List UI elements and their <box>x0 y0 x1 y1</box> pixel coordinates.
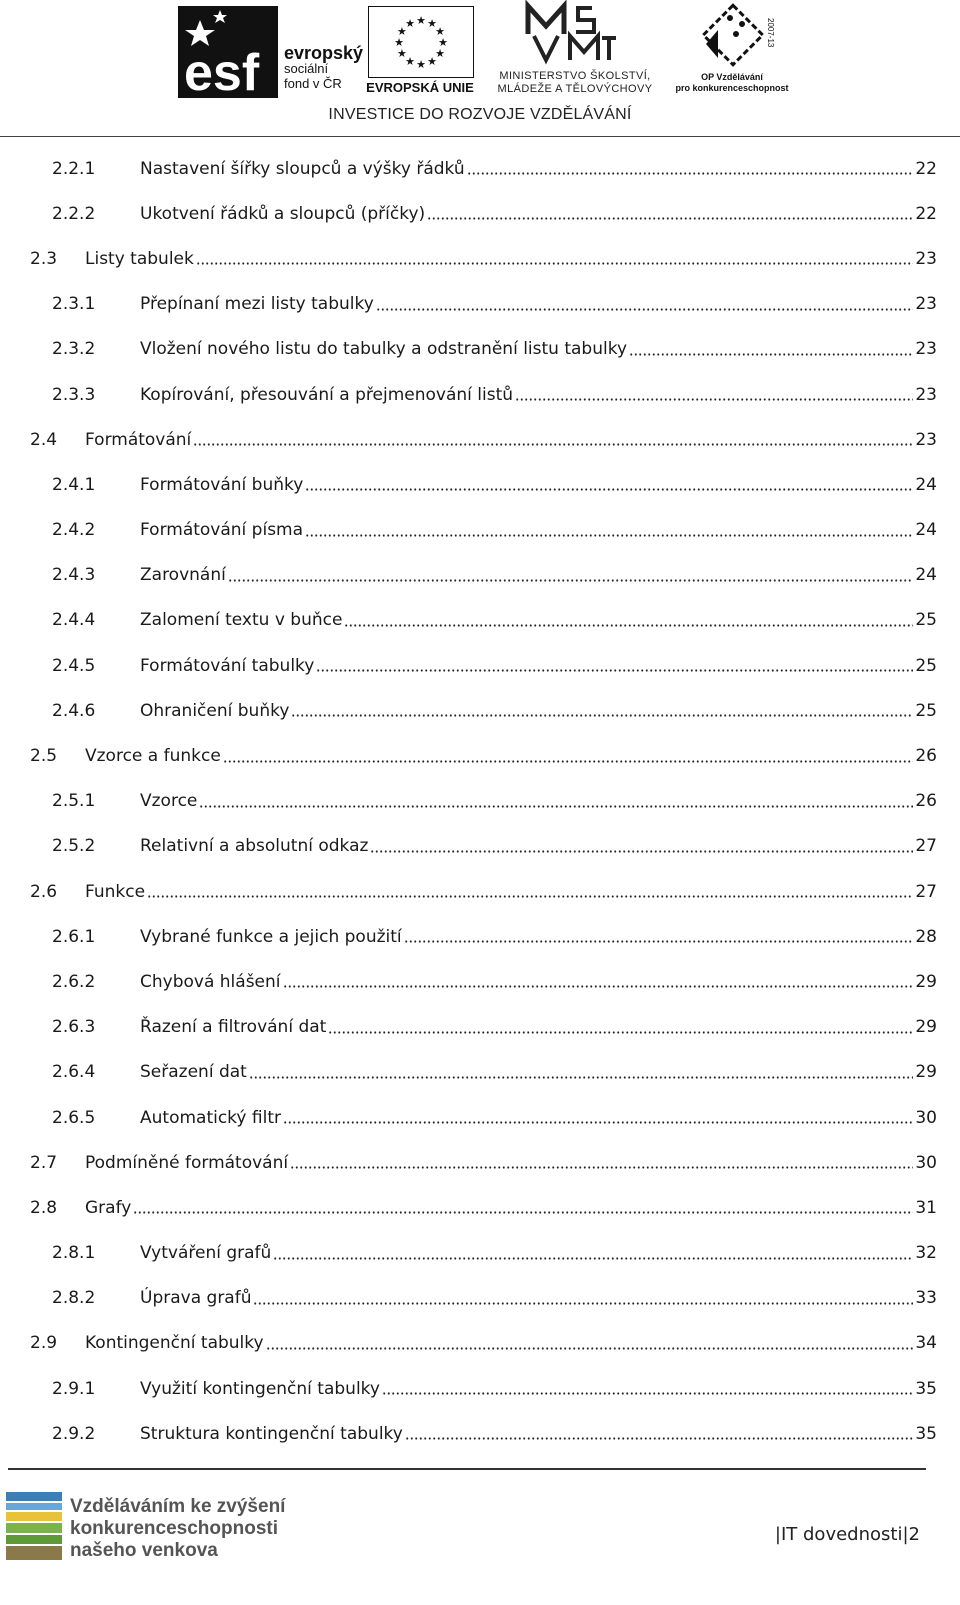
eu-label: EVROPSKÁ UNIE <box>366 80 474 95</box>
toc-dot-leader <box>193 443 913 446</box>
toc-entry[interactable] <box>0 1005 960 1050</box>
esf-logo-mark <box>178 6 278 102</box>
esf-logo-text <box>284 43 364 91</box>
toc-entry[interactable] <box>0 282 960 327</box>
toc-dot-leader <box>405 1437 913 1440</box>
slogan-line-2: konkurenceschopnosti <box>70 1518 278 1539</box>
toc-entry-page: 33 <box>915 1288 937 1309</box>
msmt-monogram-icon <box>524 4 618 62</box>
msmt-text <box>480 70 670 96</box>
eu-star-icon: ★ <box>435 47 445 60</box>
toc-entry-number: 2.6.5 <box>52 1107 96 1128</box>
toc-entry-page: 22 <box>915 203 937 224</box>
toc-entry-number: 2.6.2 <box>52 971 96 992</box>
op-logo <box>672 4 792 96</box>
toc-entry-page: 24 <box>915 520 937 541</box>
toc-entry[interactable] <box>0 733 960 778</box>
toc-entry-title: Formátování tabulky <box>140 655 315 676</box>
eu-star-icon: ★ <box>438 36 448 49</box>
toc-entry-number: 2.5 <box>30 746 58 767</box>
investice-banner-text: INVESTICE DO ROZVOJE VZDĚLÁVÁNÍ <box>328 106 632 123</box>
op-text-line-2: pro konkurenceschopnost <box>675 83 789 93</box>
toc-entry[interactable] <box>0 1321 960 1366</box>
toc-entry-title: Formátování <box>85 429 192 450</box>
toc-entry[interactable] <box>0 1366 960 1411</box>
toc-entry[interactable] <box>0 779 960 824</box>
toc-entry-number: 2.4.2 <box>52 520 96 541</box>
toc-dot-leader <box>290 1166 913 1169</box>
eu-star-icon: ★ <box>427 16 437 30</box>
toc-entry-title: Podmíněné formátování <box>85 1152 289 1173</box>
toc-entry[interactable] <box>0 914 960 959</box>
toc-entry-title: Seřazení dat <box>140 1062 247 1083</box>
toc-entry-title: Grafy <box>85 1197 132 1218</box>
esf-logo <box>178 6 364 102</box>
toc-entry-number: 2.3.1 <box>52 294 96 315</box>
toc-entry-number: 2.2.1 <box>52 158 96 179</box>
toc-entry-page: 26 <box>915 791 937 812</box>
toc-entry-number: 2.3.2 <box>52 339 96 360</box>
toc-entry-page: 30 <box>915 1107 937 1128</box>
toc-entry[interactable] <box>0 417 960 462</box>
toc-dot-leader <box>316 669 913 672</box>
toc-entry[interactable] <box>0 869 960 914</box>
toc-entry-title: Nastavení šířky sloupců a výšky řádků <box>140 158 465 179</box>
op-vzdelavani-icon <box>690 4 774 68</box>
toc-dot-leader <box>328 1031 913 1034</box>
toc-entry-title: Ohraničení buňky <box>140 700 290 721</box>
toc-entry-number: 2.8.1 <box>52 1243 96 1264</box>
toc-entry-title: Vzorce <box>140 791 198 812</box>
toc-entry-page: 27 <box>915 881 937 902</box>
esf-text-line-1: evropský <box>284 43 364 63</box>
toc-entry-page: 23 <box>915 248 937 269</box>
toc-entry-page: 22 <box>915 158 937 179</box>
eu-star-icon: ★ <box>416 58 426 71</box>
toc-entry-page: 29 <box>915 1062 937 1083</box>
footer-slogan <box>70 1496 285 1562</box>
toc-entry-number: 2.4.4 <box>52 610 96 631</box>
toc-dot-leader <box>196 262 913 265</box>
msmt-text-line-1: MINISTERSTVO ŠKOLSTVÍ, <box>499 70 651 82</box>
footer-page-info <box>775 1524 920 1545</box>
toc-entry[interactable] <box>0 1411 960 1456</box>
toc-entry-title: Formátování buňky <box>140 474 304 495</box>
toc-entry-number: 2.2.2 <box>52 203 96 224</box>
toc-entry-page: 25 <box>915 610 937 631</box>
toc-entry-number: 2.5.1 <box>52 791 96 812</box>
toc-entry[interactable] <box>0 598 960 643</box>
toc-entry-title: Funkce <box>85 881 146 902</box>
msmt-logo <box>480 4 670 96</box>
slogan-line-3: našeho venkova <box>70 1540 218 1561</box>
toc-entry-title: Vzorce a funkce <box>85 746 221 767</box>
eu-star-icon: ★ <box>397 25 407 38</box>
toc-entry-number: 2.6.1 <box>52 926 96 947</box>
toc-entry[interactable] <box>0 236 960 281</box>
toc-entry[interactable] <box>0 643 960 688</box>
toc-dot-leader <box>404 940 913 943</box>
toc-entry-number: 2.3 <box>30 248 58 269</box>
toc-entry[interactable] <box>0 191 960 236</box>
toc-entry-number: 2.7 <box>30 1152 58 1173</box>
toc-entry-title: Kopírování, přesouvání a přejmenování listů <box>140 384 514 405</box>
toc-dot-leader <box>133 1211 913 1214</box>
msmt-text-line-2: MLÁDEŽE A TĚLOVÝCHOVY <box>497 83 653 95</box>
toc-entry-title: Řazení a filtrování dat <box>140 1017 327 1038</box>
eu-star-icon: ★ <box>405 55 415 69</box>
toc-entry-title: Formátování písma <box>140 520 304 541</box>
toc-entry[interactable] <box>0 327 960 372</box>
separator-left: | <box>774 1524 781 1545</box>
toc-entry-title: Ukotvení řádků a sloupců (příčky) <box>140 203 426 224</box>
toc-entry[interactable] <box>0 824 960 869</box>
toc-entry-page: 31 <box>915 1197 937 1218</box>
toc-dot-leader <box>249 1076 913 1079</box>
footer-divider <box>8 1468 926 1470</box>
eu-logo <box>366 6 474 98</box>
toc-entry-page: 23 <box>915 384 937 405</box>
toc-entry-page: 34 <box>915 1333 937 1354</box>
toc-entry-page: 25 <box>915 700 937 721</box>
toc-entry-number: 2.4.3 <box>52 565 96 586</box>
toc-entry-number: 2.5.2 <box>52 836 96 857</box>
toc-entry-page: 26 <box>915 746 937 767</box>
toc-entry-page: 24 <box>915 565 937 586</box>
slogan-line-1: Vzděláváním ke zvýšení <box>70 1496 286 1517</box>
toc-entry-page: 23 <box>915 294 937 315</box>
page-number: 2 <box>908 1524 920 1545</box>
toc-dot-leader <box>283 1121 913 1124</box>
toc-dot-leader <box>273 1257 913 1260</box>
venkov-stripes-logo-icon <box>6 1490 62 1562</box>
op-text-line-1: OP Vzdělávání <box>701 72 763 82</box>
toc-dot-leader <box>291 714 913 717</box>
esf-text-line-2: sociální <box>284 61 329 76</box>
eu-star-icon: ★ <box>435 25 445 38</box>
toc-entry-number: 2.4 <box>30 429 58 450</box>
eu-star-icon: ★ <box>427 55 437 69</box>
toc-entry[interactable] <box>0 959 960 1004</box>
toc-entry-title: Struktura kontingenční tabulky <box>140 1423 403 1444</box>
toc-dot-leader <box>305 488 913 491</box>
toc-entry-page: 24 <box>915 474 937 495</box>
toc-dot-leader <box>467 172 913 175</box>
toc-entry-page: 35 <box>915 1378 937 1399</box>
toc-entry-number: 2.9.1 <box>52 1378 96 1399</box>
esf-text-line-3: fond v ČR <box>284 76 342 91</box>
toc-entry-page: 23 <box>915 429 937 450</box>
separator-right: | <box>902 1524 909 1545</box>
toc-entry[interactable] <box>0 1276 960 1321</box>
toc-entry-page: 25 <box>915 655 937 676</box>
toc-entry-page: 29 <box>915 971 937 992</box>
toc-entry[interactable] <box>0 508 960 553</box>
toc-entry-number: 2.6 <box>30 881 58 902</box>
toc-dot-leader <box>376 308 913 311</box>
op-text <box>672 72 792 94</box>
toc-entry-title: Relativní a absolutní odkaz <box>140 836 369 857</box>
toc-entry-page: 35 <box>915 1423 937 1444</box>
toc-entry-number: 2.9 <box>30 1333 58 1354</box>
header-divider <box>0 136 960 137</box>
toc-entry-page: 27 <box>915 836 937 857</box>
toc-entry[interactable] <box>0 688 960 733</box>
toc-entry-number: 2.8.2 <box>52 1288 96 1309</box>
eu-star-icon: ★ <box>394 36 404 49</box>
toc-dot-leader <box>427 217 913 220</box>
toc-entry-title: Úprava grafů <box>140 1288 252 1309</box>
eu-star-icon: ★ <box>405 16 415 30</box>
toc-entry-title: Přepínaní mezi listy tabulky <box>140 294 374 315</box>
toc-entry[interactable] <box>0 372 960 417</box>
toc-entry[interactable] <box>0 1050 960 1095</box>
toc-entry-page: 23 <box>915 339 937 360</box>
toc-entry-title: Kontingenční tabulky <box>85 1333 264 1354</box>
toc-entry[interactable] <box>0 1095 960 1140</box>
toc-entry-title: Vytváření grafů <box>140 1243 272 1264</box>
toc-dot-leader <box>344 624 913 627</box>
toc-dot-leader <box>266 1347 913 1350</box>
toc-entry[interactable] <box>0 1231 960 1276</box>
toc-dot-leader <box>223 760 913 763</box>
toc-entry-page: 29 <box>915 1017 937 1038</box>
toc-entry[interactable] <box>0 462 960 507</box>
toc-entry[interactable] <box>0 1140 960 1185</box>
toc-dot-leader <box>228 579 913 582</box>
toc-dot-leader <box>253 1302 913 1305</box>
toc-dot-leader <box>283 985 913 988</box>
toc-entry-title: Automatický filtr <box>140 1107 281 1128</box>
toc-dot-leader <box>147 895 913 898</box>
op-year-label: 2007-13 <box>766 18 775 48</box>
toc-entry-title: Vybrané funkce a jejich použití <box>140 926 402 947</box>
toc-dot-leader <box>515 398 913 401</box>
toc-entry[interactable] <box>0 146 960 191</box>
toc-dot-leader <box>199 805 913 808</box>
toc-entry-title: Zarovnání <box>140 565 226 586</box>
toc-entry-title: Zalomení textu v buňce <box>140 610 343 631</box>
toc-dot-leader <box>629 353 913 356</box>
toc-entry-number: 2.4.1 <box>52 474 96 495</box>
toc-entry-number: 2.3.3 <box>52 384 96 405</box>
toc-entry-number: 2.6.4 <box>52 1062 96 1083</box>
toc-entry-number: 2.4.5 <box>52 655 96 676</box>
toc-entry-number: 2.9.2 <box>52 1423 96 1444</box>
toc-dot-leader <box>305 534 913 537</box>
eu-star-icon: ★ <box>397 47 407 60</box>
svg-text:esf: esf <box>184 44 260 102</box>
toc-entry-number: 2.8 <box>30 1197 58 1218</box>
toc-entry-title: Vložení nového listu do tabulky a odstranění listu tabulky <box>140 339 628 360</box>
eu-star-icon: ★ <box>416 14 426 27</box>
toc-entry-page: 28 <box>915 926 937 947</box>
toc-entry-title: Využití kontingenční tabulky <box>140 1378 380 1399</box>
table-of-contents <box>0 146 960 1456</box>
document-header <box>0 0 960 140</box>
toc-entry-page: 30 <box>915 1152 937 1173</box>
toc-entry-title: Chybová hlášení <box>140 971 281 992</box>
toc-dot-leader <box>370 850 913 853</box>
toc-dot-leader <box>382 1392 913 1395</box>
toc-entry[interactable] <box>0 553 960 598</box>
toc-entry[interactable] <box>0 1185 960 1230</box>
toc-entry-number: 2.6.3 <box>52 1017 96 1038</box>
eu-flag-icon <box>368 6 474 78</box>
toc-entry-page: 32 <box>915 1243 937 1264</box>
document-title: IT dovednosti <box>780 1524 903 1545</box>
toc-entry-title: Listy tabulek <box>85 248 194 269</box>
toc-entry-number: 2.4.6 <box>52 700 96 721</box>
